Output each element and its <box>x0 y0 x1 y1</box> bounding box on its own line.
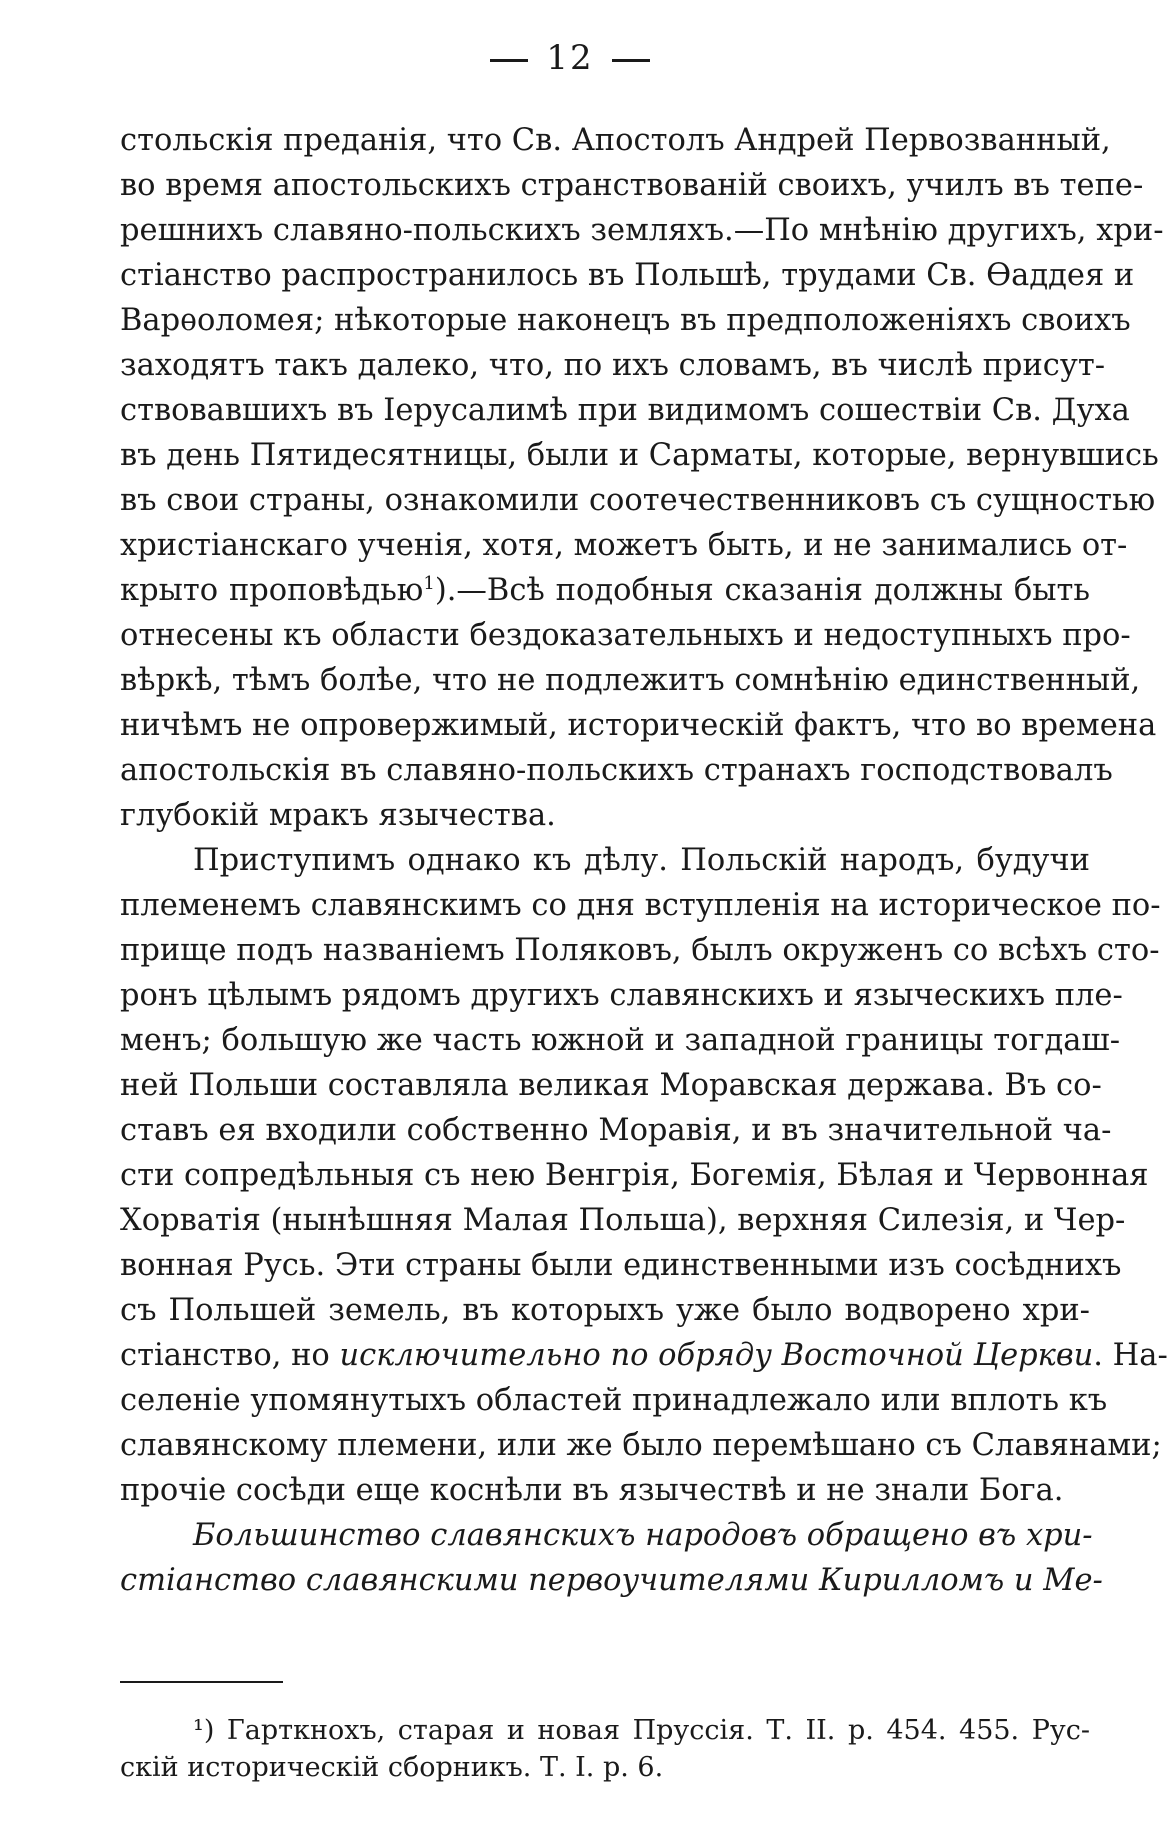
text-line: отнесены къ области бездоказательныхъ и недоступныхъ про- <box>120 618 1131 653</box>
text-line: съ Польшей земель, въ которыхъ уже было водворено хри- <box>120 1293 1090 1328</box>
text-line: христіанскаго ученія, хотя, можетъ быть, и не занимались от- <box>120 528 1128 563</box>
text-line: славянскому племени, или же было перемѣшано съ Славянами; <box>120 1428 1162 1463</box>
text-line: ствовавшихъ въ Іерусалимѣ при видимомъ сошествіи Св. Духа <box>120 393 1130 428</box>
footnote-divider <box>120 1681 283 1683</box>
text-line: вонная Русь. Эти страны были единственными изъ сосѣднихъ <box>120 1248 1122 1283</box>
text-line: ронъ цѣлымъ рядомъ другихъ славянскихъ и языческихъ пле- <box>120 978 1123 1013</box>
text-line-with-footnote-ref <box>120 568 1090 613</box>
text-line: прище подъ названіемъ Поляковъ, былъ окруженъ со всѣхъ сто- <box>120 933 1160 968</box>
text-line: вѣркѣ, тѣмъ болѣе, что не подлежитъ сомнѣнію единственный, <box>120 663 1141 698</box>
footnote-line: ¹) Гарткнохъ, старая и новая Пруссія. Т. II. p. 454. 455. Рус- <box>193 1715 1090 1746</box>
text-segment: стіанство, но <box>120 1338 340 1373</box>
text-segment: крыто проповѣдью <box>120 573 424 608</box>
text-line: заходятъ такъ далеко, что, по ихъ словамъ, въ числѣ присут- <box>120 348 1105 383</box>
text-line: прочіе сосѣди еще коснѣли въ язычествѣ и не знали Бога. <box>120 1473 1064 1508</box>
text-line: апостольскія въ славяно-польскихъ странахъ господствовалъ <box>120 753 1113 788</box>
text-line: селеніе упомянутыхъ областей принадлежало или вплоть къ <box>120 1383 1108 1418</box>
footnote-ref[interactable]: 1 <box>423 572 435 594</box>
text-line: Приступимъ однако къ дѣлу. Польскій народъ, будучи <box>193 843 1090 878</box>
italic-text-line: стіанство славянскими первоучителями Кирилломъ и Ме- <box>120 1563 1103 1598</box>
text-line: въ день Пятидесятницы, были и Сарматы, которые, вернувшись <box>120 438 1159 473</box>
page-number-header <box>0 38 1140 78</box>
text-line: Хорватія (нынѣшняя Малая Польша), верхняя Силезія, и Чер- <box>120 1203 1126 1238</box>
text-line: решнихъ славяно-польскихъ земляхъ.—По мнѣнію другихъ, хри- <box>120 213 1164 248</box>
text-line: племенемъ славянскимъ со дня вступленія на историческое по- <box>120 888 1161 923</box>
footnote-line: скій историческій сборникъ. Т. I. p. 6. <box>120 1752 664 1783</box>
text-line: въ свои страны, ознакомили соотечественниковъ съ сущностью <box>120 483 1156 518</box>
text-line: ничѣмъ не опровержимый, историческій фактъ, что во времена <box>120 708 1157 743</box>
text-line: глубокій мракъ язычества. <box>120 798 556 833</box>
text-line: Варѳоломея; нѣкоторые наконецъ въ предположеніяхъ своихъ <box>120 303 1131 338</box>
left-dash <box>490 59 528 62</box>
text-line: во время апостольскихъ странствованій своихъ, училъ въ тепе- <box>120 168 1144 203</box>
text-line: сти сопредѣльныя съ нею Венгрія, Богемія, Бѣлая и Червонная <box>120 1158 1149 1193</box>
text-line: стольскія преданія, что Св. Апостолъ Андрей Первозванный, <box>120 123 1111 158</box>
italic-emphasis: исключительно по обряду Восточной Церкви <box>339 1338 1094 1373</box>
text-segment: . На- <box>1093 1338 1168 1373</box>
italic-text-line: Большинство славянскихъ народовъ обращено въ хри- <box>193 1518 1093 1553</box>
text-line-with-italic <box>120 1333 1168 1378</box>
main-text <box>120 118 1168 1603</box>
text-line: ставъ ея входили собственно Моравія, и въ значительной ча- <box>120 1113 1112 1148</box>
text-line: менъ; большую же часть южной и западной границы тогдаш- <box>120 1023 1121 1058</box>
footnotes <box>120 1712 1090 1786</box>
page-number: 12 <box>546 38 594 78</box>
text-segment: ).—Всѣ подобныя сказанія должны быть <box>434 573 1090 608</box>
right-dash <box>612 59 650 62</box>
text-line: ней Польши составляла великая Моравская держава. Въ со- <box>120 1068 1102 1103</box>
text-line: стіанство распространилось въ Польшѣ, трудами Св. Ѳаддея и <box>120 258 1135 293</box>
